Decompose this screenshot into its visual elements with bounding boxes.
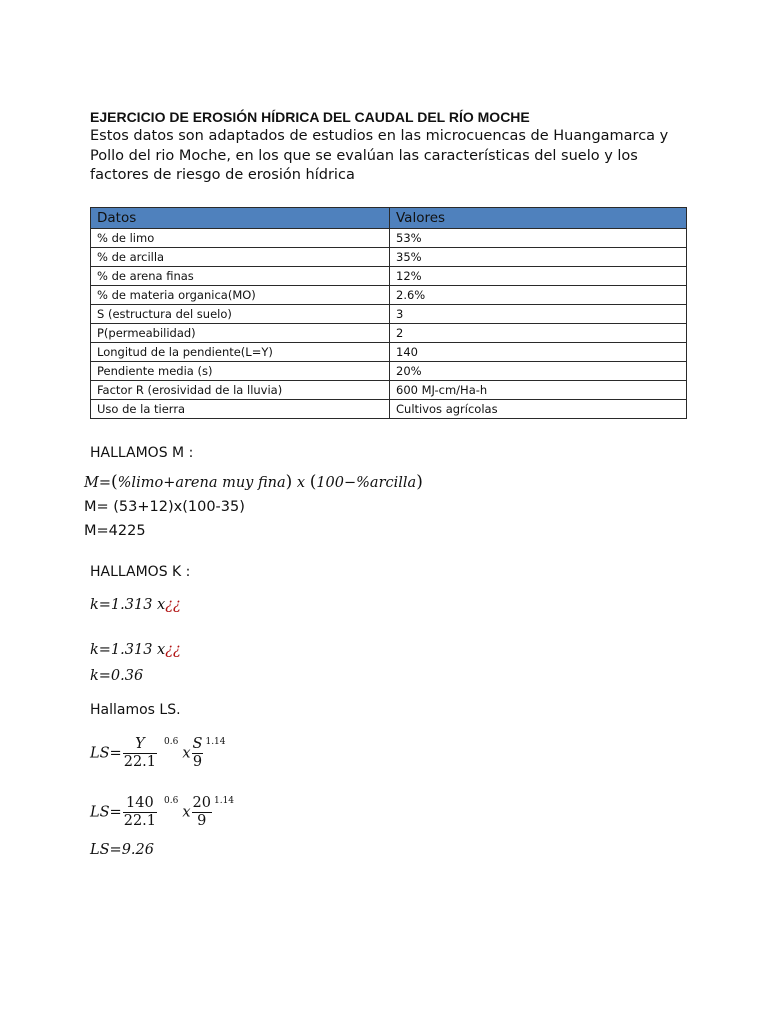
formula-term: 100−%arcilla [316, 475, 417, 491]
data-table [90, 207, 687, 419]
table-cell: 53% [390, 229, 687, 248]
table-row [91, 324, 687, 343]
document-title: EJERCICIO DE EROSIÓN HÍDRICA DEL CAUDAL DEL RÍO MOCHE [90, 109, 530, 125]
intro-line: factores de riesgo de erosión hídrica [90, 167, 355, 183]
formula-term: LS= [90, 804, 122, 821]
table-row [91, 343, 687, 362]
table-cell: Pendiente media (s) [91, 362, 390, 381]
table-cell: Longitud de la pendiente(L=Y) [91, 343, 390, 362]
intro-paragraph [90, 127, 690, 186]
formula-term: k=1.313 x [90, 642, 166, 658]
table-cell: Cultivos agrícolas [390, 400, 687, 419]
table-cell: % de limo [91, 229, 390, 248]
table-cell: % de arcilla [91, 248, 390, 267]
fraction-numerator: 140 [123, 795, 157, 813]
fraction-numerator: Y [123, 736, 157, 754]
exponent: 0.6 [164, 736, 179, 747]
ls-result [90, 842, 154, 858]
fraction-denominator: 9 [192, 754, 203, 770]
table-cell: 2.6% [390, 286, 687, 305]
table-row [91, 229, 687, 248]
exponent: 0.6 [164, 795, 179, 806]
formula-term: %limo+arena muy fina [117, 475, 286, 491]
formula-ls-general [90, 736, 226, 771]
formula-term: ) [416, 472, 423, 492]
fraction-denominator: 9 [197, 813, 207, 829]
formula-term: k=1.313 x [90, 597, 166, 613]
table-row [91, 381, 687, 400]
column-header-datos: Datos [91, 208, 390, 229]
table-row [91, 286, 687, 305]
formula-term: x [182, 804, 191, 821]
table-cell: % de materia organica(MO) [91, 286, 390, 305]
table-cell: P(permeabilidad) [91, 324, 390, 343]
intro-line: Pollo del rio Moche, en los que se evalúan las características del suelo y los [90, 147, 638, 164]
table-cell: 2 [390, 324, 687, 343]
fraction-numerator: S [192, 736, 203, 752]
table-cell: Factor R (erosividad de la lluvia) [91, 381, 390, 400]
fraction [123, 736, 157, 771]
exponent: 1.14 [205, 736, 226, 747]
k-result [90, 668, 143, 684]
table-row [91, 305, 687, 324]
table-row [91, 362, 687, 381]
column-header-valores: Valores [390, 208, 687, 229]
fraction [192, 736, 204, 771]
formula-term: x [296, 475, 306, 491]
formula-term: x [182, 745, 191, 762]
table-cell: 140 [390, 343, 687, 362]
table-cell: % de arena finas [91, 267, 390, 286]
table-cell: 20% [390, 362, 687, 381]
table-row [91, 400, 687, 419]
intro-line: Estos datos son adaptados de estudios en las microcuencas de Huangamarca y [90, 128, 669, 144]
formula-term: M [84, 475, 99, 491]
formula-k-line2 [90, 642, 181, 658]
formula-term: LS= [90, 745, 122, 762]
formula-term: ) [285, 472, 293, 492]
fraction [123, 795, 157, 830]
fraction-numerator: 20 [192, 795, 211, 811]
formula-term: = [98, 475, 112, 491]
table-cell: 3 [390, 305, 687, 324]
heading-hallamos-ls: Hallamos LS. [90, 702, 181, 718]
m-result: M=4225 [84, 523, 146, 539]
table-cell: 35% [390, 248, 687, 267]
m-substitution: M= (53+12)x(100-35) [84, 499, 245, 515]
formula-m [84, 472, 423, 492]
formula-k-line1 [90, 597, 181, 613]
heading-hallamos-m: HALLAMOS M : [90, 445, 194, 461]
formula-term: LS=9.26 [90, 842, 154, 858]
table-cell: 600 MJ-cm/Ha-h [390, 381, 687, 400]
exponent: 1.14 [213, 795, 235, 806]
formula-error-glyph: ¿¿ [165, 642, 181, 658]
formula-ls-substituted [90, 795, 234, 830]
heading-hallamos-k: HALLAMOS K : [90, 564, 191, 580]
table-cell: S (estructura del suelo) [91, 305, 390, 324]
formula-term: ( [309, 472, 317, 492]
fraction-denominator: 22.1 [123, 754, 157, 770]
fraction-denominator: 22.1 [123, 813, 157, 829]
table-row [91, 248, 687, 267]
table-row [91, 267, 687, 286]
table-cell: Uso de la tierra [91, 400, 390, 419]
formula-term: ( [111, 472, 118, 492]
formula-error-glyph: ¿¿ [165, 597, 181, 613]
table-header-row [91, 208, 687, 229]
formula-term: k=0.36 [90, 668, 144, 684]
fraction [192, 795, 212, 830]
table-cell: 12% [390, 267, 687, 286]
